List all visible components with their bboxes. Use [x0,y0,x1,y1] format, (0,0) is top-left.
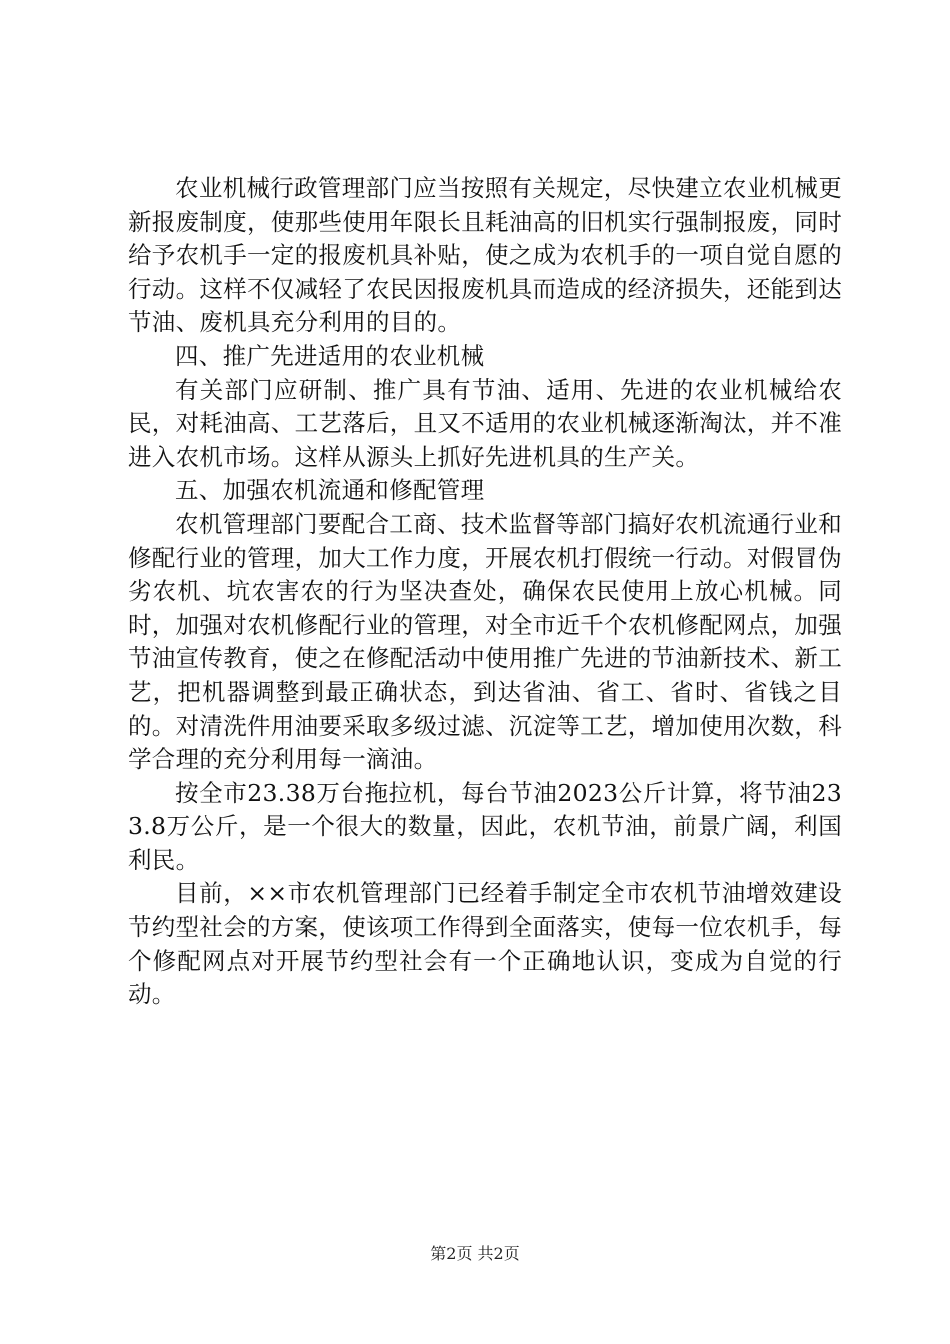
paragraph-promote-machinery: 有关部门应研制、推广具有节油、适用、先进的农业机械给农民，对耗油高、工艺落后，且又不适用的农业机械逐渐淘汰，并不准进入农机市场。这样从源头上抓好先进机具的生产关。 [128,375,842,471]
paragraph-conclusion: 目前，××市农机管理部门已经着手制定全市农机节油增效建设节约型社会的方案，使该项工作得到全面落实，使每一位农机手，每个修配网点对开展节约型社会有一个正确地认识，变成为自觉的行动。 [128,879,842,1009]
document-body [128,172,842,1012]
section-heading-5: 五、加强农机流通和修配管理 [175,476,485,505]
page-number-footer: 第2页 共2页 [430,1244,520,1263]
paragraph-circulation-repair: 农机管理部门要配合工商、技术监督等部门搞好农机流通行业和修配行业的管理，加大工作力度，开展农机打假统一行动。对假冒伪劣农机、坑农害农的行为坚决查处，确保农民使用上放心机械。同时，加强对农机修配行业的管理，对全市近千个农机修配网点，加强节油宣传教育，使之在修配活动中使用推广先进的节油新技术、新工艺，把机器调整到最正确状态，到达省油、省工、省时、省钱之目的。对清洗件用油要采取多级过滤、沉淀等工艺，增加使用次数，科学合理的充分利用每一滴油。 [128,509,842,774]
paragraph-fuel-savings: 按全市23.38万台拖拉机，每台节油2023公斤计算，将节油233.8万公斤，是一个很大的数量，因此，农机节油，前景广阔，利国利民。 [128,778,842,874]
paragraph-scrap-subsidy: 农业机械行政管理部门应当按照有关规定，尽快建立农业机械更新报废制度，使那些使用年限长且耗油高的旧机实行强制报废，同时给予农机手一定的报废机具补贴，使之成为农机手的一项自觉自愿的行动。这样不仅减轻了农民因报废机具而造成的经济损失，还能到达节油、废机具充分利用的目的。 [128,174,842,337]
section-heading-4: 四、推广先进适用的农业机械 [175,341,485,370]
